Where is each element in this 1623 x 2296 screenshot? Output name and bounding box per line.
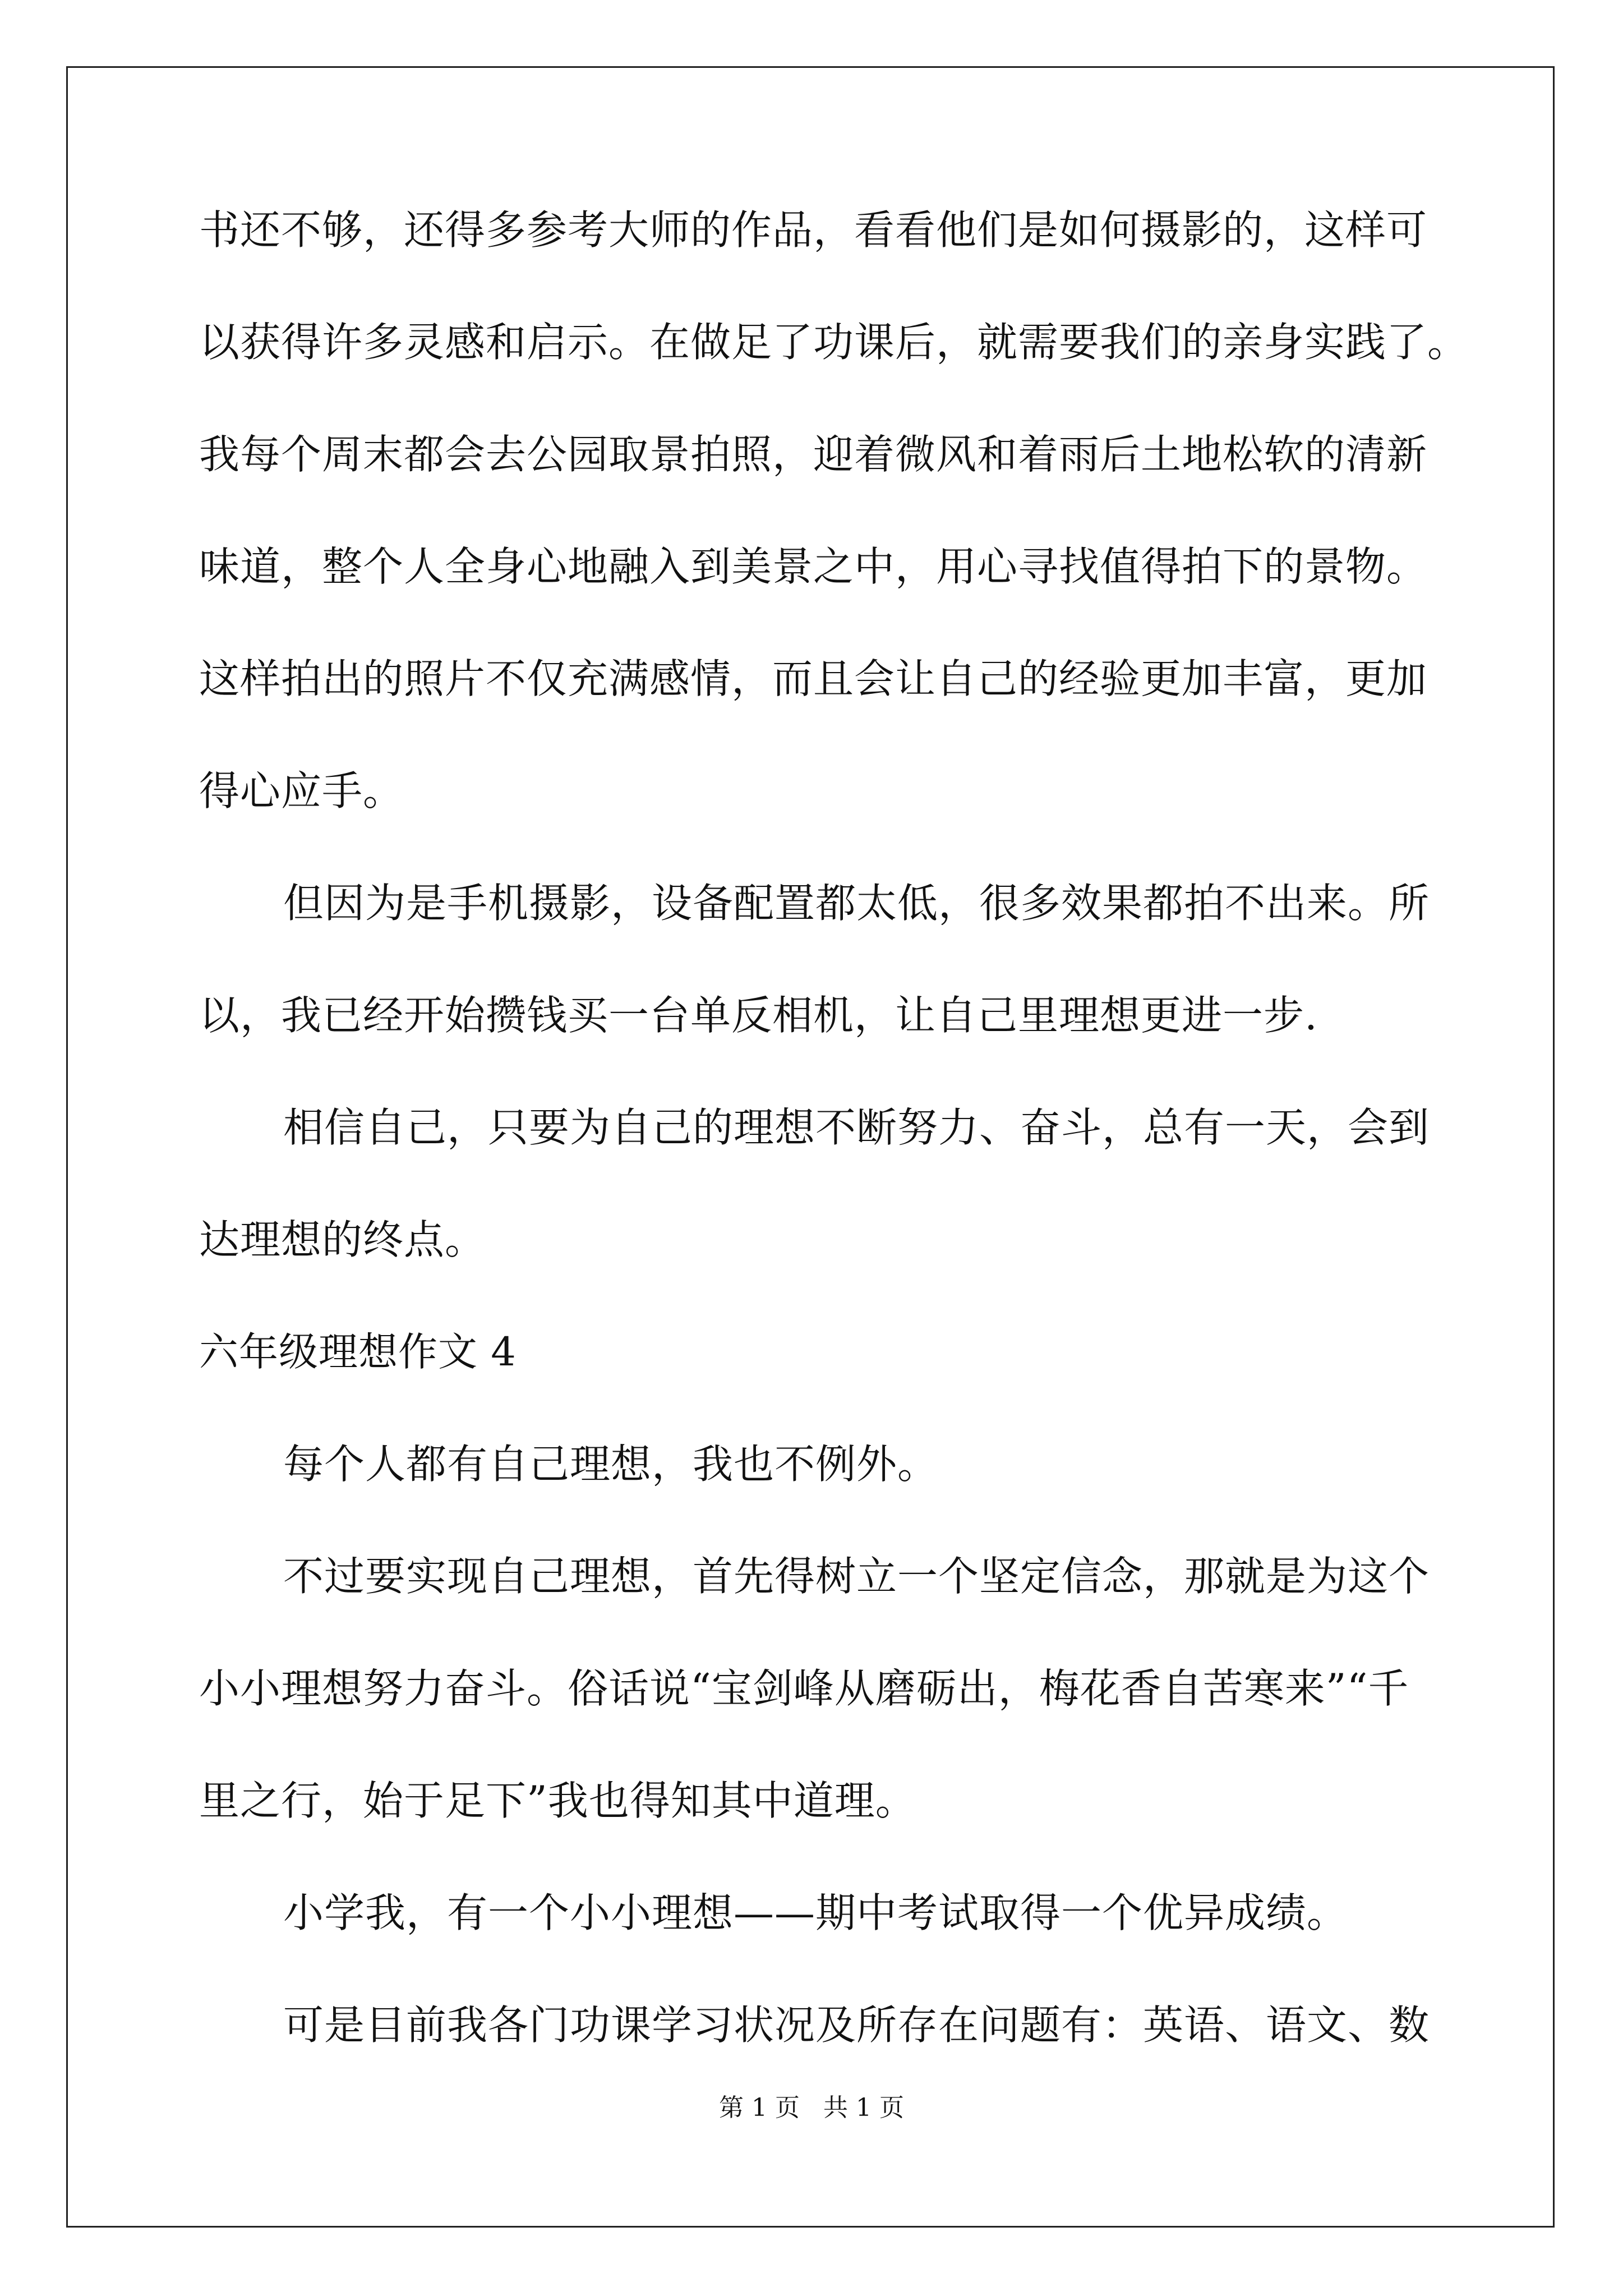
text-line: 我每个周末都会去公园取景拍照，迎着微风和着雨后土地松软的清新 bbox=[199, 431, 1428, 478]
text-line: 以，我已经开始攒钱买一台单反相机，让自己里理想更进一步. bbox=[199, 992, 1318, 1039]
text-line: 这样拍出的照片不仅充满感情，而且会让自己的经验更加丰富，更加 bbox=[199, 655, 1428, 702]
paragraph-first-line: 但因为是手机摄影，设备配置都太低，很多效果都拍不出来。所 bbox=[283, 880, 1430, 927]
page-total: 共 1 页 bbox=[823, 2093, 904, 2122]
text-line: 里之行，始于足下”我也得知其中道理。 bbox=[199, 1777, 916, 1824]
page-footer bbox=[0, 2091, 1623, 2125]
text-line: 小小理想努力奋斗。俗话说“宝剑峰从磨砺出，梅花香自苦寒来”“千 bbox=[199, 1665, 1409, 1712]
text-line: 达理想的终点。 bbox=[199, 1216, 486, 1263]
paragraph-first-line: 相信自己，只要为自己的理想不断努力、奋斗，总有一天，会到 bbox=[283, 1104, 1430, 1151]
paragraph-first-line: 可是目前我各门功课学习状况及所存在问题有：英语、语文、数 bbox=[283, 2001, 1430, 2049]
paragraph-first-line: 不过要实现自己理想，首先得树立一个坚定信念，那就是为这个 bbox=[283, 1553, 1430, 1600]
paragraph-first-line: 小学我，有一个小小理想——期中考试取得一个优异成绩。 bbox=[283, 1889, 1348, 1936]
text-line: 味道，整个人全身心地融入到美景之中，用心寻找值得拍下的景物。 bbox=[199, 543, 1428, 590]
section-heading: 六年级理想作文 4 bbox=[199, 1329, 517, 1375]
page-number: 第 1 页 bbox=[719, 2093, 800, 2122]
paragraph-first-line: 每个人都有自己理想，我也不例外。 bbox=[283, 1441, 939, 1488]
text-line: 得心应手。 bbox=[199, 767, 404, 815]
text-line: 书还不够，还得多参考大师的作品，看看他们是如何摄影的，这样可 bbox=[199, 206, 1428, 254]
text-line: 以获得许多灵感和启示。在做足了功课后，就需要我们的亲身实践了。 bbox=[199, 319, 1469, 366]
